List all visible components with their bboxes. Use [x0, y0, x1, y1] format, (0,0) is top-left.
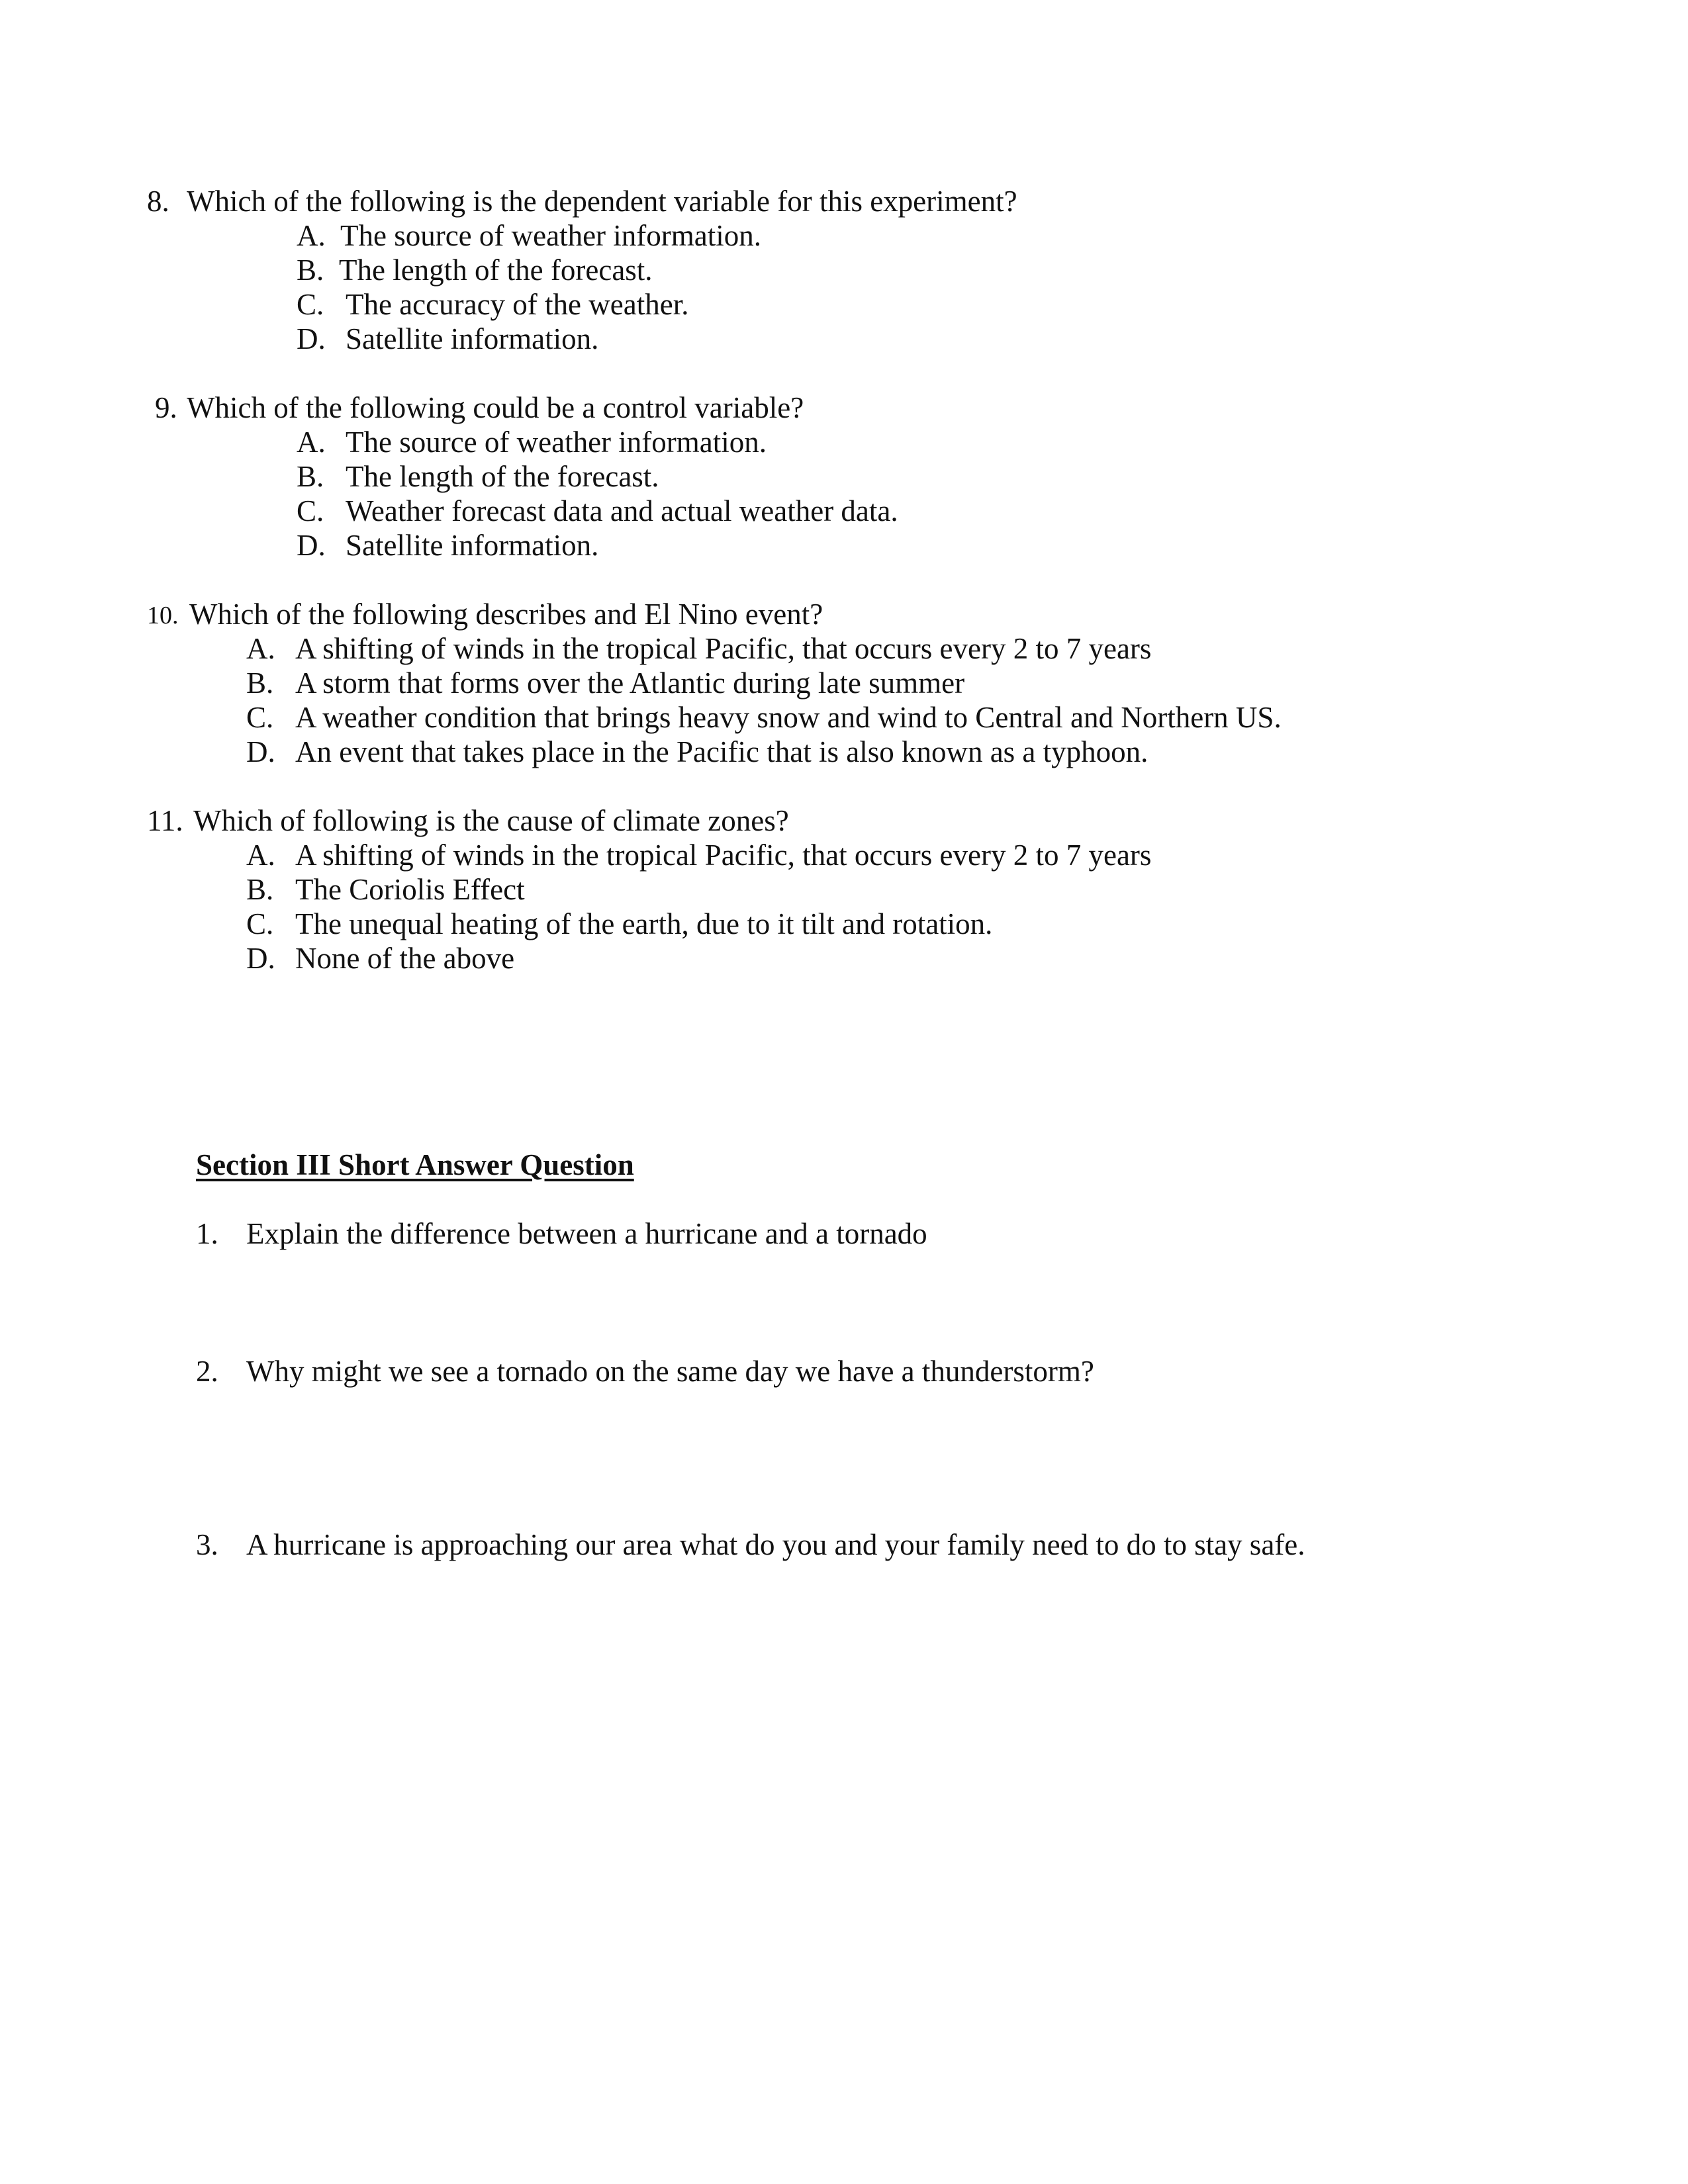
- option-text: The length of the forecast.: [339, 253, 653, 287]
- short-answer-number: 2.: [196, 1355, 218, 1388]
- option-text: An event that takes place in the Pacific that is also known as a typhoon.: [295, 735, 1149, 768]
- option-text: The source of weather information.: [340, 219, 761, 252]
- question-number: 11.: [147, 804, 183, 837]
- question-number: 9.: [155, 391, 177, 424]
- section-title: Section III Short Answer Question: [196, 1148, 634, 1181]
- option-letter: A.: [297, 426, 326, 459]
- option-letter: A.: [246, 632, 275, 665]
- question-number: 8.: [147, 185, 169, 218]
- short-answer-question: A hurricane is approaching our area what do you and your family need to do to stay safe.: [246, 1528, 1305, 1561]
- option-text: Satellite information.: [346, 529, 599, 562]
- short-answer-question: Why might we see a tornado on the same day we have a thunderstorm?: [246, 1355, 1094, 1388]
- question-text: Which of the following is the dependent variable for this experiment?: [187, 185, 1017, 218]
- option-text: The source of weather information.: [346, 426, 767, 459]
- question-text: Which of the following could be a control variable?: [187, 391, 804, 424]
- option-letter: D.: [246, 942, 275, 975]
- option-text: A weather condition that brings heavy snow and wind to Central and Northern US.: [295, 701, 1282, 734]
- option-text: The Coriolis Effect: [295, 873, 525, 906]
- short-answer-number: 1.: [196, 1217, 218, 1250]
- option-text: A shifting of winds in the tropical Pacific, that occurs every 2 to 7 years: [295, 632, 1152, 665]
- option-text: Weather forecast data and actual weather data.: [346, 494, 898, 527]
- option-letter: C.: [297, 288, 324, 321]
- question-text: Which of following is the cause of climate zones?: [193, 804, 789, 837]
- short-answer-number: 3.: [196, 1528, 218, 1561]
- option-text: The accuracy of the weather.: [346, 288, 689, 321]
- option-letter: B.: [246, 666, 274, 700]
- question-text: Which of the following describes and El Nino event?: [189, 598, 823, 631]
- option-letter: A.: [297, 219, 326, 252]
- option-letter: B.: [297, 253, 324, 287]
- option-letter: A.: [246, 839, 275, 872]
- option-letter: C.: [297, 494, 324, 527]
- short-answer-question: Explain the difference between a hurricane and a tornado: [246, 1217, 927, 1250]
- question-number: 10.: [147, 602, 179, 629]
- option-letter: D.: [297, 322, 326, 355]
- option-letter: D.: [246, 735, 275, 768]
- option-text: The unequal heating of the earth, due to it tilt and rotation.: [295, 907, 993, 940]
- option-text: None of the above: [295, 942, 515, 975]
- option-letter: B.: [246, 873, 274, 906]
- option-text: The length of the forecast.: [346, 460, 659, 493]
- option-text: Satellite information.: [346, 322, 599, 355]
- option-letter: D.: [297, 529, 326, 562]
- option-letter: C.: [246, 701, 274, 734]
- option-text: A storm that forms over the Atlantic during late summer: [295, 666, 965, 700]
- option-letter: C.: [246, 907, 274, 940]
- option-letter: B.: [297, 460, 324, 493]
- option-text: A shifting of winds in the tropical Pacific, that occurs every 2 to 7 years: [295, 839, 1152, 872]
